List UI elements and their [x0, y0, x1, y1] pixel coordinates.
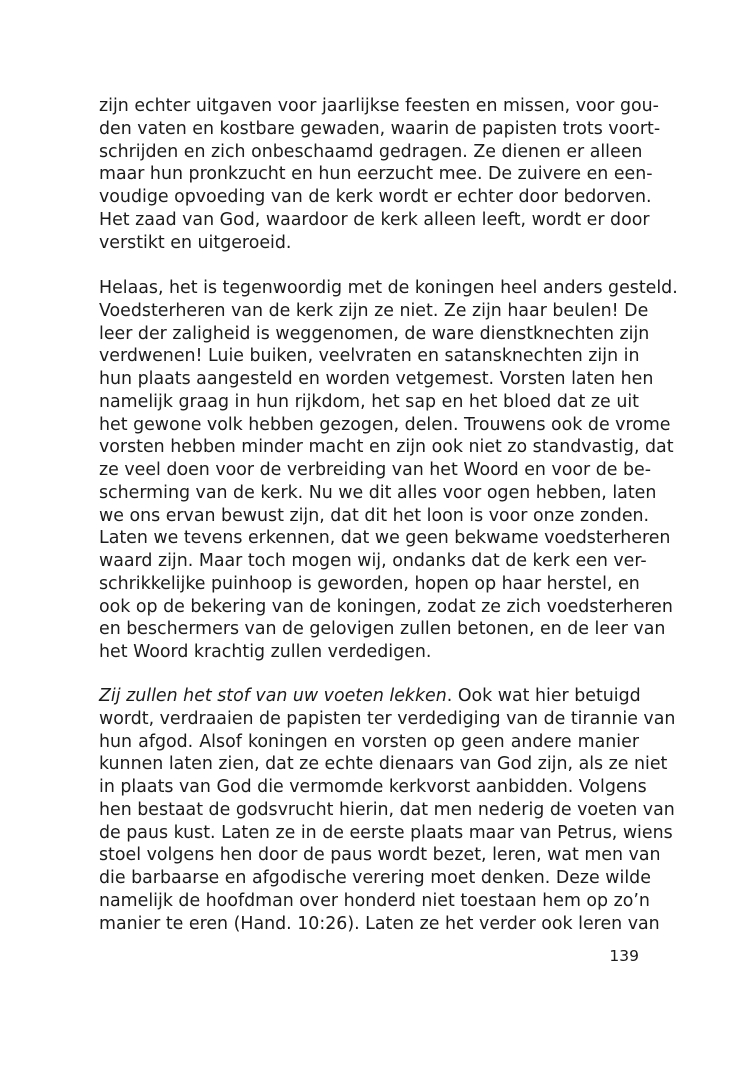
text-line: leer der zaligheid is weggenomen, de ware dienstknechten zijn: [99, 323, 650, 344]
text-line: zijn echter uitgaven voor jaarlijkse feesten en missen, voor gou-: [99, 96, 659, 116]
text-line: ook op de bekering van de koningen, zodat ze zich voedsterheren: [99, 596, 673, 617]
text-line: die barbaarse en afgodische verering moet denken. Deze wilde: [99, 868, 651, 888]
text-line: namelijk graag in hun rijkdom, het sap en het bloed dat ze uit: [99, 391, 639, 412]
text-line: in plaats van God die vermomde kerkvorst aanbidden. Volgens: [99, 777, 647, 797]
text-line: manier te eren (Hand. 10:26). Laten ze het verder ook leren van: [99, 913, 660, 934]
text-line: voudige opvoeding van de kerk wordt er echter door bedorven.: [99, 187, 652, 207]
text-line: [99, 685, 639, 708]
text-line: hun plaats aangesteld en worden vetgemest. Vorsten laten hen: [99, 369, 654, 389]
paragraph-2: [99, 277, 678, 664]
text-line: de paus kust. Laten ze in de eerste plaats maar van Petrus, wiens: [99, 822, 673, 843]
text-line: Voedsterheren van de kerk zijn ze niet. Ze zijn haar beulen! De: [99, 300, 649, 321]
text-line: we ons ervan bewust zijn, dat dit het loon is voor onze zonden.: [99, 505, 650, 526]
text-line: hun afgod. Alsof koningen en vorsten op geen andere manier: [99, 731, 639, 752]
text-line: verstikt en uitgeroeid.: [99, 232, 292, 253]
text-line: vorsten hebben minder macht en zijn ook niet zo standvastig, dat: [99, 437, 674, 458]
paragraph-3: [99, 685, 676, 935]
text-line: kunnen laten zien, dat ze echte dienaars van God zijn, als ze niet: [99, 754, 668, 775]
text-line: wordt, verdraaien de papisten ter verdediging van de tirannie van: [99, 708, 676, 729]
text-line: den vaten en kostbare gewaden, waarin de papisten trots voort-: [99, 118, 661, 139]
text-line: namelijk de hoofdman over honderd niet toestaan hem op zo’n: [99, 890, 650, 911]
text-line: Laten we tevens erkennen, dat we geen bekwame voedsterheren: [99, 528, 671, 549]
text-line: verdwenen! Luie buiken, veelvraten en satansknechten zijn in: [99, 346, 640, 367]
text-line: waard zijn. Maar toch mogen wij, ondanks dat de kerk een ver-: [99, 551, 647, 571]
text-line: en beschermers van de gelovigen zullen betonen, en de leer van: [99, 619, 666, 640]
text-line: scherming van de kerk. Nu we dit alles voor ogen hebben, laten: [99, 482, 657, 503]
text-line: maar hun pronkzucht en hun eerzucht mee. De zuivere en een-: [99, 164, 653, 185]
text-line: schrijden en zich onbeschaamd gedragen. Ze dienen er alleen: [99, 141, 643, 162]
page-number: 139: [609, 947, 639, 965]
scripture-quote: Zij zullen het stof van uw voeten lekken: [99, 686, 447, 706]
text-line: stoel volgens hen door de paus wordt bezet, leren, wat men van: [99, 845, 661, 866]
text-line: ze veel doen voor de verbreiding van het Woord en voor de be-: [99, 460, 651, 480]
text-line: het gewone volk hebben gezogen, delen. Trouwens ook de vrome: [99, 414, 671, 435]
text-line: Helaas, het is tegenwoordig met de koningen heel anders gesteld.: [99, 278, 678, 298]
text-line: hen bestaat de godsvrucht hierin, dat men nederig de voeten van: [99, 799, 675, 820]
text-line-rest: . Ook wat hier betuigd: [446, 686, 641, 706]
paragraph-1: [99, 95, 661, 254]
text-line: Het zaad van God, waardoor de kerk alleen leeft, wordt er door: [99, 209, 650, 230]
text-line: het Woord krachtig zullen verdedigen.: [99, 642, 432, 662]
text-line: schrikkelijke puinhoop is geworden, hopen op haar herstel, en: [99, 573, 640, 594]
